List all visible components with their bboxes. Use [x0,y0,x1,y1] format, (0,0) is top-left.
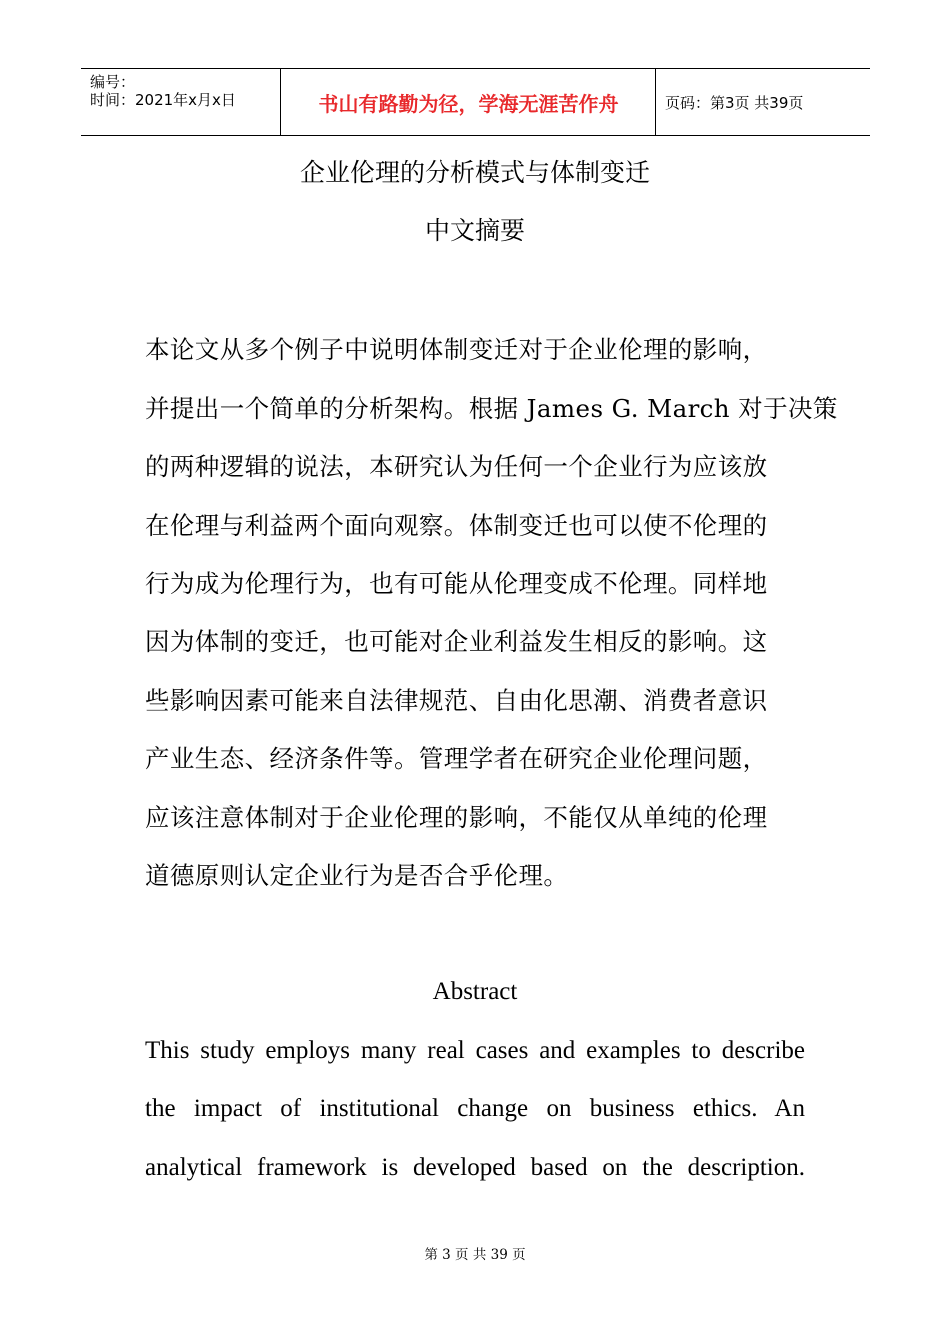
abstract-en-line: analytical framework is developed based on the description. [145,1154,805,1181]
abstract-zh-line: 的两种逻辑的说法，本研究认为任何一个企业行为应该放 [145,452,768,481]
header-page-code: 页码：第3页 共39页 [665,94,804,112]
abstract-zh-line: 些影响因素可能来自法律规范、自由化思潮、消费者意识 [145,686,768,715]
abstract-zh-line: 因为体制的变迁，也可能对企业利益发生相反的影响。这 [145,627,768,656]
header-meta-cell [81,69,281,135]
document-header [81,68,870,136]
abstract-zh-line: 应该注意体制对于企业伦理的影响，不能仅从单纯的伦理 [145,803,768,832]
abstract-zh-line: 行为成为伦理行为，也有可能从伦理变成不伦理。同样地 [145,569,768,598]
header-page-cell [656,69,870,135]
abstract-zh-line: 本论文从多个例子中说明体制变迁对于企业伦理的影响， [145,335,768,364]
abstract-zh-line: 道德原则认定企业行为是否合乎伦理。 [145,861,569,890]
header-motto-cell [281,69,656,135]
abstract-zh-heading: 中文摘要 [424,216,525,245]
abstract-zh-line: 产业生态、经济条件等。管理学者在研究企业伦理问题， [145,744,768,773]
abstract-zh-line: 在伦理与利益两个面向观察。体制变迁也可以使不伦理的 [145,511,768,540]
number-label: 编号： [90,73,136,91]
abstract-en-line: This study employs many real cases and examples to describe [145,1037,805,1064]
abstract-zh-line: 并提出一个简单的分析架构。根据 James G. March 对于决策 [145,394,838,423]
document-title: 企业伦理的分析模式与体制变迁 [299,158,650,187]
abstract-en-heading: Abstract [432,978,518,1005]
header-motto: 书山有路勤为径，学海无涯苦作舟 [318,92,619,116]
page-footer: 第 3 页 共 39 页 [424,1247,526,1263]
time-label: 时间：2021年x月x日 [90,91,236,109]
abstract-en-line: the impact of institutional change on business ethics. An [145,1095,805,1122]
